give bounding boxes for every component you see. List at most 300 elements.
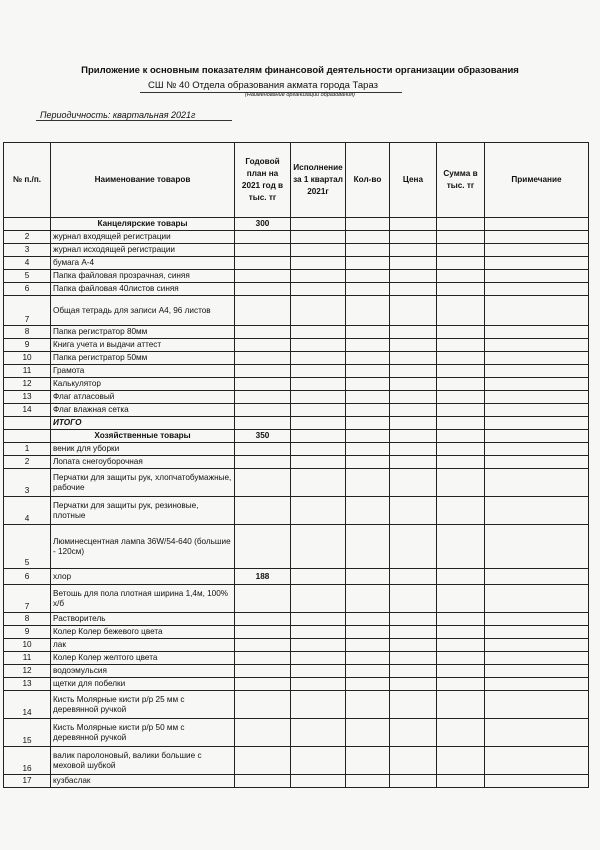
row-item-name: Канцелярские товары bbox=[51, 218, 235, 231]
row-number: 6 bbox=[4, 569, 51, 585]
table-row bbox=[4, 456, 589, 469]
table-row bbox=[4, 270, 589, 283]
row-sum bbox=[437, 283, 485, 296]
row-number: 14 bbox=[4, 404, 51, 417]
row-price bbox=[390, 365, 437, 378]
row-sum bbox=[437, 257, 485, 270]
row-annual-plan bbox=[235, 747, 291, 775]
row-sum bbox=[437, 626, 485, 639]
row-execution bbox=[291, 283, 346, 296]
row-quantity bbox=[346, 378, 390, 391]
row-price bbox=[390, 665, 437, 678]
row-quantity bbox=[346, 626, 390, 639]
table-row bbox=[4, 443, 589, 456]
row-item-name: Папка файловая 40листов синяя bbox=[51, 283, 235, 296]
periodicity-label: Периодичность: квартальная 2021г bbox=[40, 110, 196, 120]
col-header-name: Наименование товаров bbox=[51, 143, 235, 218]
row-quantity bbox=[346, 678, 390, 691]
row-sum bbox=[437, 469, 485, 497]
table-row bbox=[4, 678, 589, 691]
row-note bbox=[485, 569, 589, 585]
row-item-name: Калькулятор bbox=[51, 378, 235, 391]
row-price bbox=[390, 244, 437, 257]
row-note bbox=[485, 719, 589, 747]
row-price bbox=[390, 283, 437, 296]
row-execution bbox=[291, 525, 346, 569]
row-note bbox=[485, 391, 589, 404]
table-row bbox=[4, 430, 589, 443]
row-number: 10 bbox=[4, 352, 51, 365]
row-annual-plan: 350 bbox=[235, 430, 291, 443]
row-execution bbox=[291, 639, 346, 652]
row-execution bbox=[291, 257, 346, 270]
row-note bbox=[485, 218, 589, 231]
row-number: 7 bbox=[4, 296, 51, 326]
row-sum bbox=[437, 652, 485, 665]
row-note bbox=[485, 639, 589, 652]
row-item-name: Грамота bbox=[51, 365, 235, 378]
row-quantity bbox=[346, 257, 390, 270]
row-annual-plan bbox=[235, 391, 291, 404]
row-note bbox=[485, 497, 589, 525]
row-note bbox=[485, 691, 589, 719]
row-annual-plan bbox=[235, 326, 291, 339]
col-header-number: № п./п. bbox=[4, 143, 51, 218]
row-item-name: Колер Колер бежевого цвета bbox=[51, 626, 235, 639]
table-row bbox=[4, 569, 589, 585]
row-execution bbox=[291, 391, 346, 404]
row-note bbox=[485, 339, 589, 352]
row-execution bbox=[291, 404, 346, 417]
row-note bbox=[485, 231, 589, 244]
row-quantity bbox=[346, 417, 390, 430]
table-row bbox=[4, 326, 589, 339]
row-price bbox=[390, 218, 437, 231]
row-execution bbox=[291, 747, 346, 775]
row-price bbox=[390, 231, 437, 244]
row-quantity bbox=[346, 244, 390, 257]
row-price bbox=[390, 326, 437, 339]
row-price bbox=[390, 404, 437, 417]
row-number: 10 bbox=[4, 639, 51, 652]
row-number: 4 bbox=[4, 497, 51, 525]
row-quantity bbox=[346, 218, 390, 231]
row-sum bbox=[437, 456, 485, 469]
table-row bbox=[4, 352, 589, 365]
table-row bbox=[4, 244, 589, 257]
row-price bbox=[390, 296, 437, 326]
row-annual-plan bbox=[235, 283, 291, 296]
row-note bbox=[485, 417, 589, 430]
row-item-name: журнал входящей регистрации bbox=[51, 231, 235, 244]
table-row bbox=[4, 665, 589, 678]
row-annual-plan bbox=[235, 270, 291, 283]
row-note bbox=[485, 283, 589, 296]
row-execution bbox=[291, 652, 346, 665]
row-price bbox=[390, 257, 437, 270]
row-price bbox=[390, 443, 437, 456]
row-item-name: Колер Колер желтого цвета bbox=[51, 652, 235, 665]
row-item-name: водоэмульсия bbox=[51, 665, 235, 678]
row-price bbox=[390, 775, 437, 788]
row-sum bbox=[437, 326, 485, 339]
row-quantity bbox=[346, 326, 390, 339]
row-execution bbox=[291, 775, 346, 788]
row-note bbox=[485, 665, 589, 678]
row-sum bbox=[437, 525, 485, 569]
row-sum bbox=[437, 296, 485, 326]
row-item-name: Папка регистратор 80мм bbox=[51, 326, 235, 339]
row-number: 9 bbox=[4, 339, 51, 352]
row-item-name: валик паролоновый, валики большие с меховой шубкой bbox=[51, 747, 235, 775]
row-annual-plan bbox=[235, 469, 291, 497]
row-price bbox=[390, 569, 437, 585]
row-quantity bbox=[346, 339, 390, 352]
row-item-name: веник для уборки bbox=[51, 443, 235, 456]
row-quantity bbox=[346, 391, 390, 404]
table-row bbox=[4, 652, 589, 665]
row-sum bbox=[437, 569, 485, 585]
row-price bbox=[390, 430, 437, 443]
table-row bbox=[4, 391, 589, 404]
row-item-name: Лопата снегоуборочная bbox=[51, 456, 235, 469]
row-note bbox=[485, 296, 589, 326]
row-price bbox=[390, 613, 437, 626]
row-sum bbox=[437, 585, 485, 613]
row-sum bbox=[437, 747, 485, 775]
row-execution bbox=[291, 365, 346, 378]
row-sum bbox=[437, 613, 485, 626]
row-annual-plan bbox=[235, 775, 291, 788]
table-row bbox=[4, 296, 589, 326]
row-sum bbox=[437, 270, 485, 283]
row-note bbox=[485, 270, 589, 283]
row-quantity bbox=[346, 352, 390, 365]
table-row bbox=[4, 639, 589, 652]
row-annual-plan bbox=[235, 352, 291, 365]
row-sum bbox=[437, 339, 485, 352]
row-price bbox=[390, 639, 437, 652]
row-item-name: кузбаслак bbox=[51, 775, 235, 788]
row-annual-plan bbox=[235, 339, 291, 352]
row-item-name: ИТОГО bbox=[51, 417, 235, 430]
row-annual-plan bbox=[235, 639, 291, 652]
row-quantity bbox=[346, 569, 390, 585]
row-sum bbox=[437, 678, 485, 691]
row-number: 2 bbox=[4, 456, 51, 469]
row-quantity bbox=[346, 775, 390, 788]
row-item-name: Книга учета и выдачи аттест bbox=[51, 339, 235, 352]
table-row bbox=[4, 525, 589, 569]
row-number: 7 bbox=[4, 585, 51, 613]
row-quantity bbox=[346, 443, 390, 456]
row-execution bbox=[291, 456, 346, 469]
row-price bbox=[390, 469, 437, 497]
col-header-execution: Исполнение за 1 квартал 2021г bbox=[291, 143, 346, 218]
row-sum bbox=[437, 231, 485, 244]
row-execution bbox=[291, 296, 346, 326]
row-note bbox=[485, 626, 589, 639]
row-item-name: щетки для побелки bbox=[51, 678, 235, 691]
table-row bbox=[4, 497, 589, 525]
row-price bbox=[390, 652, 437, 665]
col-header-quantity: Кол-во bbox=[346, 143, 390, 218]
row-annual-plan bbox=[235, 652, 291, 665]
row-price bbox=[390, 719, 437, 747]
row-note bbox=[485, 378, 589, 391]
row-price bbox=[390, 497, 437, 525]
row-price bbox=[390, 456, 437, 469]
row-number: 5 bbox=[4, 525, 51, 569]
row-note bbox=[485, 430, 589, 443]
row-quantity bbox=[346, 691, 390, 719]
row-number: 8 bbox=[4, 326, 51, 339]
row-sum bbox=[437, 378, 485, 391]
row-note bbox=[485, 352, 589, 365]
row-annual-plan: 300 bbox=[235, 218, 291, 231]
row-number: 12 bbox=[4, 378, 51, 391]
table-row bbox=[4, 231, 589, 244]
table-row bbox=[4, 257, 589, 270]
row-note bbox=[485, 456, 589, 469]
row-note bbox=[485, 525, 589, 569]
table-row bbox=[4, 775, 589, 788]
row-quantity bbox=[346, 270, 390, 283]
row-execution bbox=[291, 417, 346, 430]
document-title: Приложение к основным показателям финансовой деятельности организации образования bbox=[81, 65, 519, 76]
row-quantity bbox=[346, 404, 390, 417]
row-annual-plan bbox=[235, 456, 291, 469]
row-item-name: Кисть Молярные кисти р/р 25 мм с деревянной ручкой bbox=[51, 691, 235, 719]
row-execution bbox=[291, 244, 346, 257]
row-note bbox=[485, 652, 589, 665]
row-item-name: Люминесцентная лампа 36W/54-640 (большие - 120см) bbox=[51, 525, 235, 569]
row-execution bbox=[291, 326, 346, 339]
row-number: 16 bbox=[4, 747, 51, 775]
row-number: 11 bbox=[4, 365, 51, 378]
row-quantity bbox=[346, 497, 390, 525]
organization-caption: (Наименование организации образования) bbox=[245, 92, 355, 98]
row-number bbox=[4, 430, 51, 443]
row-execution bbox=[291, 443, 346, 456]
row-execution bbox=[291, 270, 346, 283]
row-note bbox=[485, 678, 589, 691]
row-annual-plan bbox=[235, 613, 291, 626]
row-execution bbox=[291, 691, 346, 719]
col-header-price: Цена bbox=[390, 143, 437, 218]
row-annual-plan bbox=[235, 691, 291, 719]
row-sum bbox=[437, 218, 485, 231]
table-row bbox=[4, 339, 589, 352]
row-number: 17 bbox=[4, 775, 51, 788]
row-number: 11 bbox=[4, 652, 51, 665]
row-execution bbox=[291, 585, 346, 613]
row-quantity bbox=[346, 665, 390, 678]
table-row bbox=[4, 747, 589, 775]
row-annual-plan bbox=[235, 244, 291, 257]
row-annual-plan bbox=[235, 626, 291, 639]
row-annual-plan bbox=[235, 443, 291, 456]
row-item-name: Кисть Молярные кисти р/р 50 мм с деревянной ручкой bbox=[51, 719, 235, 747]
row-number bbox=[4, 417, 51, 430]
row-price bbox=[390, 525, 437, 569]
row-price bbox=[390, 391, 437, 404]
table-row bbox=[4, 378, 589, 391]
row-sum bbox=[437, 391, 485, 404]
table-row bbox=[4, 585, 589, 613]
organization-name: СШ № 40 Отдела образования акмата города Тараз bbox=[148, 80, 378, 91]
row-execution bbox=[291, 218, 346, 231]
row-quantity bbox=[346, 365, 390, 378]
row-quantity bbox=[346, 639, 390, 652]
row-number bbox=[4, 218, 51, 231]
row-note bbox=[485, 747, 589, 775]
row-quantity bbox=[346, 613, 390, 626]
row-execution bbox=[291, 719, 346, 747]
row-sum bbox=[437, 365, 485, 378]
row-price bbox=[390, 270, 437, 283]
row-sum bbox=[437, 665, 485, 678]
row-item-name: Ветошь для пола плотная ширина 1,4м, 100% х/б bbox=[51, 585, 235, 613]
row-note bbox=[485, 244, 589, 257]
row-annual-plan bbox=[235, 231, 291, 244]
row-annual-plan bbox=[235, 497, 291, 525]
row-sum bbox=[437, 639, 485, 652]
row-number: 3 bbox=[4, 244, 51, 257]
row-number: 14 bbox=[4, 691, 51, 719]
row-execution bbox=[291, 569, 346, 585]
table-row bbox=[4, 626, 589, 639]
row-execution bbox=[291, 378, 346, 391]
row-note bbox=[485, 613, 589, 626]
row-annual-plan bbox=[235, 585, 291, 613]
row-annual-plan bbox=[235, 719, 291, 747]
row-execution bbox=[291, 626, 346, 639]
row-sum bbox=[437, 352, 485, 365]
row-quantity bbox=[346, 456, 390, 469]
row-execution bbox=[291, 497, 346, 525]
row-note bbox=[485, 404, 589, 417]
row-item-name: Общая тетрадь для записи А4, 96 листов bbox=[51, 296, 235, 326]
row-annual-plan bbox=[235, 678, 291, 691]
row-note bbox=[485, 257, 589, 270]
col-header-sum: Сумма в тыс. тг bbox=[437, 143, 485, 218]
row-number: 13 bbox=[4, 678, 51, 691]
row-item-name: журнал исходящей регистрации bbox=[51, 244, 235, 257]
table-row bbox=[4, 218, 589, 231]
row-note bbox=[485, 775, 589, 788]
row-sum bbox=[437, 775, 485, 788]
row-note bbox=[485, 326, 589, 339]
row-annual-plan: 188 bbox=[235, 569, 291, 585]
row-execution bbox=[291, 352, 346, 365]
table-row bbox=[4, 404, 589, 417]
row-item-name: Перчатки для защиты рук, хлопчатобумажные, рабочие bbox=[51, 469, 235, 497]
table-row bbox=[4, 283, 589, 296]
row-number: 9 bbox=[4, 626, 51, 639]
row-annual-plan bbox=[235, 296, 291, 326]
row-number: 4 bbox=[4, 257, 51, 270]
row-quantity bbox=[346, 430, 390, 443]
row-price bbox=[390, 378, 437, 391]
row-number: 2 bbox=[4, 231, 51, 244]
row-sum bbox=[437, 719, 485, 747]
row-execution bbox=[291, 231, 346, 244]
row-price bbox=[390, 585, 437, 613]
row-annual-plan bbox=[235, 365, 291, 378]
row-annual-plan bbox=[235, 525, 291, 569]
row-quantity bbox=[346, 231, 390, 244]
row-price bbox=[390, 417, 437, 430]
row-number: 1 bbox=[4, 443, 51, 456]
row-execution bbox=[291, 469, 346, 497]
row-sum bbox=[437, 497, 485, 525]
row-sum bbox=[437, 417, 485, 430]
row-sum bbox=[437, 443, 485, 456]
row-note bbox=[485, 443, 589, 456]
row-quantity bbox=[346, 283, 390, 296]
row-note bbox=[485, 585, 589, 613]
row-note bbox=[485, 469, 589, 497]
row-quantity bbox=[346, 525, 390, 569]
table-body bbox=[4, 218, 589, 788]
row-execution bbox=[291, 430, 346, 443]
row-annual-plan bbox=[235, 417, 291, 430]
table-row bbox=[4, 469, 589, 497]
row-price bbox=[390, 691, 437, 719]
row-number: 3 bbox=[4, 469, 51, 497]
row-annual-plan bbox=[235, 378, 291, 391]
row-sum bbox=[437, 430, 485, 443]
row-execution bbox=[291, 613, 346, 626]
row-sum bbox=[437, 691, 485, 719]
row-number: 6 bbox=[4, 283, 51, 296]
row-execution bbox=[291, 339, 346, 352]
row-number: 12 bbox=[4, 665, 51, 678]
row-execution bbox=[291, 678, 346, 691]
col-header-note: Примечание bbox=[485, 143, 589, 218]
row-item-name: хлор bbox=[51, 569, 235, 585]
periodicity-underline bbox=[36, 120, 232, 121]
table-row bbox=[4, 613, 589, 626]
row-number: 13 bbox=[4, 391, 51, 404]
goods-table bbox=[3, 142, 589, 788]
row-sum bbox=[437, 404, 485, 417]
table-row bbox=[4, 719, 589, 747]
table-row bbox=[4, 417, 589, 430]
row-annual-plan bbox=[235, 257, 291, 270]
row-price bbox=[390, 352, 437, 365]
row-item-name: Перчатки для защиты рук, резиновые, плотные bbox=[51, 497, 235, 525]
row-item-name: Хозяйственные товары bbox=[51, 430, 235, 443]
row-number: 15 bbox=[4, 719, 51, 747]
row-item-name: Флаг влажная сетка bbox=[51, 404, 235, 417]
row-number: 5 bbox=[4, 270, 51, 283]
row-annual-plan bbox=[235, 404, 291, 417]
row-item-name: бумага А-4 bbox=[51, 257, 235, 270]
row-item-name: Папка регистратор 50мм bbox=[51, 352, 235, 365]
row-item-name: Папка файловая прозрачная, синяя bbox=[51, 270, 235, 283]
row-quantity bbox=[346, 296, 390, 326]
row-price bbox=[390, 626, 437, 639]
row-quantity bbox=[346, 719, 390, 747]
row-quantity bbox=[346, 747, 390, 775]
row-price bbox=[390, 339, 437, 352]
row-execution bbox=[291, 665, 346, 678]
row-item-name: Флаг атласовый bbox=[51, 391, 235, 404]
table-row bbox=[4, 365, 589, 378]
row-price bbox=[390, 678, 437, 691]
